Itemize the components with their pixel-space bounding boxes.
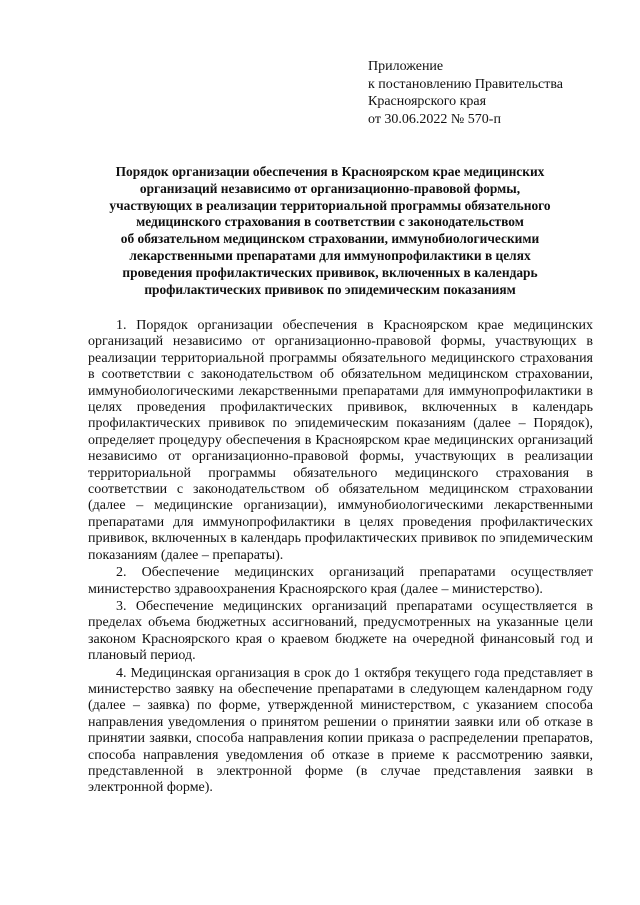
title-line: медицинского страхования в соответствии с законодательством [136, 214, 524, 230]
paragraph-4: 4. Медицинская организация в срок до 1 октября текущего года представляет в министерство заявку на обеспечение препаратами в следующем календарном году (далее – заявка) по форме, утвержденной министерством, с указанием способа направления уведомления о принятом решении о принятии заявки или об отказе в принятии заявки, способа направления копии приказа о распределении препаратов, способа направления уведомления об отказе в приеме к рассмотрению заявки, представленной в электронной форме (в случае представления заявки в электронной форме). [88, 665, 593, 796]
paragraph-2: 2. Обеспечение медицинских организаций препаратами осуществляет министерство здравоохранения Красноярского края (далее – министерство). [88, 565, 593, 597]
document-title [80, 164, 580, 298]
title-line: лекарственными препаратами для иммунопрофилактики в целях [129, 247, 531, 263]
document-body [88, 318, 593, 797]
appendix-line: к постановлению Правительства [368, 76, 564, 92]
paragraph-1: 1. Порядок организации обеспечения в Красноярском крае медицинских организаций независимо от организационно-правовой формы, участвующих в реализации территориальной программы обязательного медицинского страхования в соответствии с законодательством об обязательном медицинском страховании, иммунобиологическими лекарственными препаратами для иммунопрофилактики в целях проведения профилактических прививок, включенных в календарь профилактических прививок по эпидемическим показаниям (далее – Порядок), определяет процедуру обеспечения в Красноярском крае медицинских организаций независимо от организационно-правовой формы, участвующих в реализации территориальной программы обязательного медицинского страхования в соответствии с законодательством об обязательном медицинском страховании (далее – медицинские организации), иммунобиологическими лекарственными препаратами для иммунопрофилактики в целях проведения профилактических прививок, включенных в календарь профилактических прививок по эпидемическим показаниям (далее – препараты). [88, 318, 593, 563]
title-line: Порядок организации обеспечения в Красноярском крае медицинских [115, 164, 545, 179]
title-line: организаций независимо от организационно-правовой формы, [139, 180, 521, 196]
title-line: об обязательном медицинском страховании, иммунобиологическими [120, 231, 540, 247]
appendix-line: Красноярского края [368, 94, 487, 109]
title-line: профилактических прививок по эпидемическим показаниям [144, 281, 516, 297]
title-line: участвующих в реализации территориальной программы обязательного [109, 197, 551, 213]
appendix-line: Приложение [368, 59, 444, 74]
appendix-header [368, 58, 628, 128]
appendix-line: от 30.06.2022 № 570-п [368, 111, 501, 127]
paragraph-3: 3. Обеспечение медицинских организаций препаратами осуществляется в пределах объема бюджетных ассигнований, предусмотренных на указанные цели законом Красноярского края о краевом бюджете на очередной финансовый год и плановый период. [88, 598, 593, 664]
title-line: проведения профилактических прививок, включенных в календарь [122, 264, 538, 280]
